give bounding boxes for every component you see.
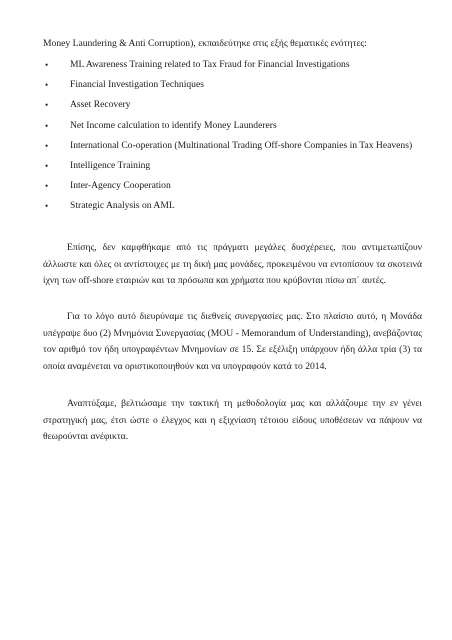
paragraph-international-cooperation: Για το λόγο αυτό διευρύναμε τις διεθνείς συνεργασίες μας. Στο πλαίσιο αυτό, η Μονάδα υπέγραψε δυο (2) Μνημόνια Συνεργασίας (MOU - Memorandum of Understanding), ανεβάζοντας τον αριθμό τον ήδη υπογραφέντων Μνημονίων σε 15. Σε εξέλιξη υπάρχουν ήδη άλλα τρία (3) τα οποία αναμένεται να οριστικοποιηθούν και να υπογραφούν κατά το 2014. bbox=[43, 311, 422, 372]
bullet-icon: • bbox=[45, 80, 49, 91]
list-item-text: International Co-operation (Multinational Trading Off-shore Companies in Tax Heavens) bbox=[70, 139, 413, 151]
list-item bbox=[43, 199, 423, 213]
paragraph-offshore-difficulties: Επίσης, δεν καμφθήκαμε από τις πράγματι μεγάλες δυσχέρειες, που αντιμετωπίζουν άλλωστε και όλες οι αντίστοιχες με τη δική μας μονάδες, προκειμένου να εντοπίσουν τα σκοτεινά ίχνη των off-shore εταιριών και τα πρόσωπα και χρήματα που κρύβονται πίσω απ΄ αυτές. bbox=[43, 242, 422, 287]
list-item-text: ML Awareness Training related to Tax Fraud for Financial Investigations bbox=[70, 59, 350, 70]
bullet-icon: • bbox=[45, 181, 49, 192]
list-item bbox=[43, 58, 423, 72]
list-item-text: Asset Recovery bbox=[70, 99, 131, 111]
bullet-icon: • bbox=[45, 100, 49, 111]
list-item-text: Financial Investigation Techniques bbox=[70, 79, 204, 91]
list-item bbox=[43, 98, 423, 112]
list-item bbox=[43, 179, 423, 193]
intro-line: Money Laundering & Anti Corruption), εκπαιδεύτηκε στις εξής θεματικές ενότητες: bbox=[43, 38, 367, 49]
list-item bbox=[43, 139, 423, 153]
list-item-text: Intelligence Training bbox=[70, 159, 151, 171]
paragraph-strategy-improvement: Αναπτύξαμε, βελτιώσαμε την τακτική τη μεθοδολογία μας και αλλάζουμε την εν γένει στρατηγική μας, έτσι ώστε ο έλεγχος και η εξιχνίαση τέτοιου είδους υποθέσεων να πάψουν να θεωρούνται ανέφικτα. bbox=[43, 398, 422, 443]
bullet-icon: • bbox=[45, 140, 49, 151]
bullet-icon: • bbox=[45, 120, 49, 131]
bullet-icon: • bbox=[45, 60, 49, 70]
list-item bbox=[43, 159, 423, 173]
bullet-icon: • bbox=[45, 160, 49, 171]
list-item bbox=[43, 78, 423, 92]
list-item bbox=[43, 119, 423, 133]
bullet-icon: • bbox=[45, 201, 49, 212]
list-item-text: Net Income calculation to identify Money Launderers bbox=[70, 119, 277, 131]
list-item-text: Strategic Analysis on AML bbox=[70, 200, 175, 212]
list-item-text: Inter-Agency Cooperation bbox=[70, 180, 171, 192]
topics-bullet-list bbox=[43, 58, 423, 220]
